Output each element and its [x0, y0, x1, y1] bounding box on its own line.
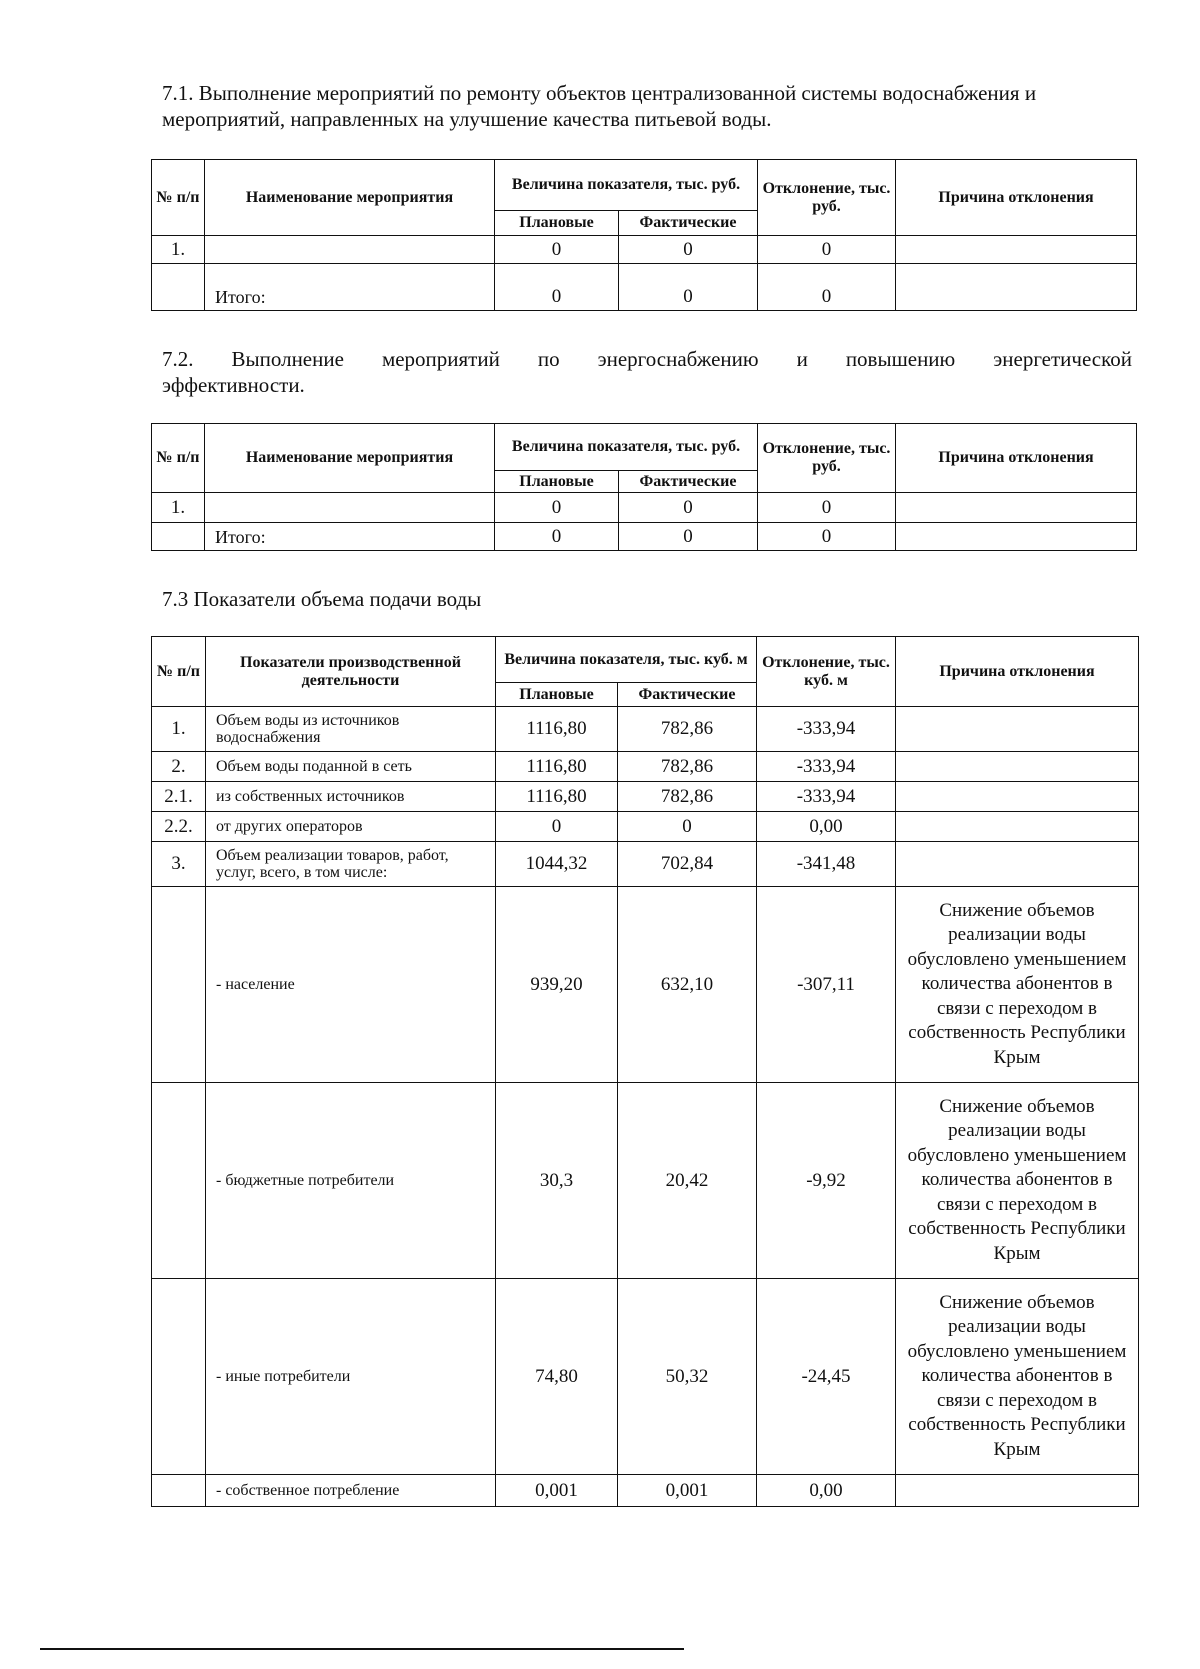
- header-planned: Плановые: [496, 683, 618, 707]
- header-actual: Фактические: [618, 683, 757, 707]
- row-actual: 0,001: [618, 1475, 757, 1507]
- row-num: [152, 264, 205, 311]
- row-planned: 1044,32: [496, 842, 618, 887]
- row-name: - население: [206, 887, 496, 1083]
- header-value: Величина показателя, тыс. куб. м: [496, 637, 757, 683]
- header-actual: Фактические: [619, 471, 758, 493]
- section-7-3-title: 7.3 Показатели объема подачи воды: [162, 587, 482, 611]
- row-reason: [896, 264, 1137, 311]
- row-planned: 0: [495, 493, 619, 523]
- row-num: 1.: [152, 707, 206, 752]
- row-num: [152, 523, 205, 551]
- row-actual: 782,86: [618, 782, 757, 812]
- table-row: [152, 1083, 1139, 1279]
- row-deviation: -333,94: [757, 752, 896, 782]
- row-num: [152, 1475, 206, 1507]
- footnote-divider: [40, 1648, 684, 1650]
- row-actual: 0: [619, 264, 758, 311]
- header-name: Наименование мероприятия: [205, 424, 495, 493]
- row-num: 1.: [152, 493, 205, 523]
- header-value: Величина показателя, тыс. руб.: [495, 424, 758, 471]
- row-name: Объем воды из источников водоснабжения: [206, 707, 496, 752]
- total-label: Итого:: [205, 523, 495, 551]
- row-reason: [896, 707, 1139, 752]
- row-num: [152, 1083, 206, 1279]
- row-reason: [896, 752, 1139, 782]
- table-row: [152, 264, 1137, 311]
- table-row: [152, 782, 1139, 812]
- row-planned: 939,20: [496, 887, 618, 1083]
- table-row: [152, 842, 1139, 887]
- header-num: № п/п: [152, 424, 205, 493]
- header-deviation: Отклонение, тыс. куб. м: [757, 637, 896, 707]
- table-row: [152, 887, 1139, 1083]
- row-name: - иные потребители: [206, 1279, 496, 1475]
- table-row: [152, 1279, 1139, 1475]
- header-actual: Фактические: [619, 211, 758, 236]
- row-name: Объем реализации товаров, работ, услуг, всего, в том числе:: [206, 842, 496, 887]
- row-num: 2.2.: [152, 812, 206, 842]
- row-name: [205, 236, 495, 264]
- row-planned: 0: [496, 812, 618, 842]
- row-num: 1.: [152, 236, 205, 264]
- table-row: [152, 493, 1137, 523]
- row-num: 2.1.: [152, 782, 206, 812]
- header-deviation: Отклонение, тыс. руб.: [758, 424, 896, 493]
- row-deviation: 0: [758, 236, 896, 264]
- row-deviation: 0: [758, 523, 896, 551]
- row-num: 3.: [152, 842, 206, 887]
- row-planned: 1116,80: [496, 752, 618, 782]
- row-planned: 30,3: [496, 1083, 618, 1279]
- row-num: [152, 887, 206, 1083]
- row-actual: 50,32: [618, 1279, 757, 1475]
- row-reason: [896, 1475, 1139, 1507]
- row-planned: 1116,80: [496, 782, 618, 812]
- row-actual: 0: [619, 236, 758, 264]
- table-7-2: [151, 423, 1137, 551]
- row-num: [152, 1279, 206, 1475]
- table-row: [152, 707, 1139, 752]
- row-reason: [896, 812, 1139, 842]
- header-reason: Причина отклонения: [896, 160, 1137, 236]
- header-name: Наименование мероприятия: [205, 160, 495, 236]
- row-name: - бюджетные потребители: [206, 1083, 496, 1279]
- row-actual: 782,86: [618, 752, 757, 782]
- row-name: от других операторов: [206, 812, 496, 842]
- row-planned: 0,001: [496, 1475, 618, 1507]
- section-7-2-title-line2: эффективности.: [162, 373, 305, 397]
- header-value: Величина показателя, тыс. руб.: [495, 160, 758, 211]
- table-row: [152, 812, 1139, 842]
- table-row: [152, 752, 1139, 782]
- row-planned: 1116,80: [496, 707, 618, 752]
- table-row: [152, 1475, 1139, 1507]
- row-deviation: -9,92: [757, 1083, 896, 1279]
- row-deviation: 0: [758, 493, 896, 523]
- row-actual: 0: [619, 493, 758, 523]
- row-reason: [896, 523, 1137, 551]
- row-reason: [896, 842, 1139, 887]
- row-deviation: -333,94: [757, 782, 896, 812]
- table-7-3: [151, 636, 1139, 1507]
- row-deviation: -307,11: [757, 887, 896, 1083]
- row-deviation: 0,00: [757, 812, 896, 842]
- table-7-1: [151, 159, 1137, 311]
- row-planned: 0: [495, 523, 619, 551]
- row-planned: 74,80: [496, 1279, 618, 1475]
- header-planned: Плановые: [495, 211, 619, 236]
- row-deviation: 0: [758, 264, 896, 311]
- row-name: [205, 493, 495, 523]
- header-num: № п/п: [152, 637, 206, 707]
- row-actual: 782,86: [618, 707, 757, 752]
- row-planned: 0: [495, 264, 619, 311]
- table-row: [152, 236, 1137, 264]
- row-name: - собственное потребление: [206, 1475, 496, 1507]
- row-deviation: -24,45: [757, 1279, 896, 1475]
- row-reason: Снижение объемов реализации воды обусловлено уменьшением количества абонентов в связи с переходом в собственность Республики Крым: [896, 1083, 1139, 1279]
- row-reason: [896, 236, 1137, 264]
- section-7-1-title: 7.1. Выполнение мероприятий по ремонту объектов централизованной системы водоснабжения и мероприятий, направленных на улучшение качества питьевой воды.: [162, 81, 1037, 131]
- section-7-2-title-line1: 7.2. Выполнение мероприятий по энергоснабжению и повышению энергетической: [162, 347, 1132, 371]
- header-name: Показатели производственной деятельности: [206, 637, 496, 707]
- row-actual: 20,42: [618, 1083, 757, 1279]
- row-actual: 702,84: [618, 842, 757, 887]
- row-actual: 632,10: [618, 887, 757, 1083]
- row-deviation: -333,94: [757, 707, 896, 752]
- row-reason: [896, 493, 1137, 523]
- row-name: Объем воды поданной в сеть: [206, 752, 496, 782]
- row-reason: Снижение объемов реализации воды обусловлено уменьшением количества абонентов в связи с переходом в собственность Республики Крым: [896, 887, 1139, 1083]
- header-planned: Плановые: [495, 471, 619, 493]
- row-name: из собственных источников: [206, 782, 496, 812]
- row-planned: 0: [495, 236, 619, 264]
- row-deviation: -341,48: [757, 842, 896, 887]
- row-num: 2.: [152, 752, 206, 782]
- header-reason: Причина отклонения: [896, 424, 1137, 493]
- header-deviation: Отклонение, тыс. руб.: [758, 160, 896, 236]
- row-actual: 0: [619, 523, 758, 551]
- row-deviation: 0,00: [757, 1475, 896, 1507]
- total-label: Итого:: [205, 264, 495, 311]
- header-num: № п/п: [152, 160, 205, 236]
- table-row: [152, 523, 1137, 551]
- row-reason: Снижение объемов реализации воды обусловлено уменьшением количества абонентов в связи с переходом в собственность Республики Крым: [896, 1279, 1139, 1475]
- row-reason: [896, 782, 1139, 812]
- row-actual: 0: [618, 812, 757, 842]
- header-reason: Причина отклонения: [896, 637, 1139, 707]
